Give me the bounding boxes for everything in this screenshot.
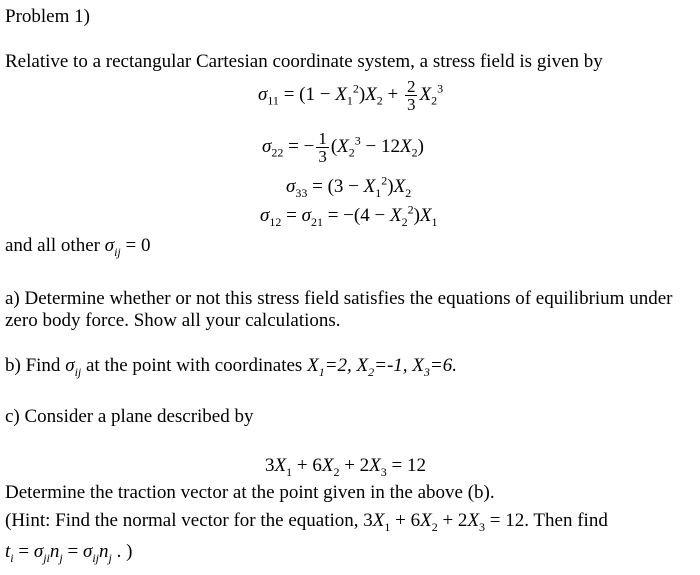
sigma-symbol: σ [65, 355, 75, 376]
fraction [316, 130, 329, 165]
equation-text: = (1 − [283, 83, 336, 105]
part-a-line-2: zero body force. Show all your calculations. [5, 310, 341, 331]
fraction-numerator: 2 [406, 77, 416, 96]
variable: X [274, 455, 287, 476]
subscript: 11 [267, 93, 279, 108]
subscript: 33 [295, 185, 308, 200]
variable: n [49, 541, 60, 562]
intro-text: Relative to a rectangular Cartesian coordinate system, a stress field is given by [5, 51, 603, 72]
text: + 6 [390, 510, 421, 531]
stress-equation-22 [262, 130, 424, 165]
other-components-text [5, 235, 150, 257]
variable: X [365, 83, 377, 105]
subscript: 2 [368, 364, 375, 379]
equation-text: ) [387, 176, 394, 197]
text: = [62, 541, 83, 562]
equation-text: = −(4 − [322, 205, 390, 226]
subscript: 2 [405, 185, 412, 200]
variable: X [369, 455, 381, 476]
subscript: 3 [479, 519, 486, 534]
subscript: ij [74, 364, 82, 379]
subscript: j [108, 550, 112, 565]
equation-text: ( [330, 135, 338, 157]
subscript: 2 [376, 93, 383, 108]
subscript: j [59, 550, 63, 565]
part-b-text [5, 355, 457, 377]
variable: X [363, 176, 376, 197]
text: =6. [429, 355, 457, 376]
variable: X [389, 205, 402, 226]
variable: X [307, 355, 319, 376]
equation-text: = (3 − [312, 176, 364, 197]
fraction-denominator: 3 [318, 147, 327, 166]
part-a-line-1: a) Determine whether or not this stress field satisfies the equations of equilibrium under [5, 288, 673, 309]
subscript: 2 [401, 214, 408, 229]
sigma-symbol: σ [104, 235, 115, 256]
variable: X [372, 510, 385, 531]
subscript: 3 [423, 364, 430, 379]
text: (Hint: Find the normal vector for the equation, 3 [5, 510, 373, 531]
equation-text: − 12 [360, 135, 400, 157]
text: and all other [5, 235, 105, 256]
subscript: i [10, 550, 14, 565]
variable: X [337, 135, 349, 157]
text: = 0 [120, 235, 151, 256]
subscript: 12 [269, 214, 282, 229]
subscript: 2 [348, 145, 355, 160]
text: 3 [265, 455, 275, 476]
subscript: 1 [346, 93, 353, 108]
stress-equation-12 [260, 202, 438, 229]
superscript: 2 [352, 81, 359, 96]
variable: X [356, 355, 369, 376]
text: + 2 [339, 455, 370, 476]
fraction-denominator: 3 [406, 95, 416, 114]
fraction [405, 78, 418, 113]
text: =2, [324, 355, 357, 376]
plane-equation [265, 455, 426, 477]
variable: X [420, 510, 432, 531]
subscript: ji [43, 550, 50, 565]
subscript: 1 [318, 364, 325, 379]
variable: X [393, 176, 406, 197]
subscript: 1 [384, 519, 391, 534]
superscript: 3 [437, 81, 444, 96]
sigma-symbol: σ [33, 541, 44, 562]
variable: X [419, 205, 432, 226]
text: = 12. Then find [485, 510, 608, 531]
text: =-1, [374, 355, 413, 376]
variable: X [412, 355, 424, 376]
sigma-symbol: σ [260, 205, 270, 226]
text: b) Find [5, 355, 66, 376]
part-c-text: c) Consider a plane described by [5, 406, 254, 427]
sigma-symbol: σ [286, 176, 296, 197]
text: + 2 [437, 510, 468, 531]
subscript: 22 [271, 145, 284, 160]
variable: t [5, 541, 11, 562]
subscript: 2 [333, 464, 340, 479]
variable: X [399, 135, 412, 157]
equation-text: ) [358, 83, 366, 105]
sigma-symbol: σ [82, 541, 93, 562]
stress-equation-11 [258, 78, 443, 113]
superscript: 2 [407, 202, 414, 217]
subscript: 21 [310, 214, 323, 229]
equation-text: + [382, 83, 403, 105]
variable: X [321, 455, 334, 476]
subscript: ij [114, 244, 121, 259]
subscript: ij [92, 550, 99, 565]
equation-text: = − [288, 135, 315, 157]
superscript: 2 [381, 173, 388, 188]
text: . ) [111, 541, 133, 562]
hint-formula [5, 541, 132, 563]
text: = 12 [386, 455, 426, 476]
subscript: 1 [375, 185, 382, 200]
variable: X [335, 83, 347, 105]
equation-text: ) [417, 135, 424, 157]
sigma-symbol: σ [301, 205, 311, 226]
problem-title: Problem 1) [5, 6, 90, 27]
text: = [13, 541, 34, 562]
variable: n [99, 541, 109, 562]
subscript: 1 [431, 214, 438, 229]
superscript: 3 [354, 133, 361, 148]
fraction-numerator: 1 [318, 129, 327, 148]
subscript: 2 [411, 145, 418, 160]
equation-text: ) [413, 205, 420, 226]
variable: X [467, 510, 480, 531]
subscript: 3 [380, 464, 387, 479]
equation-text: = [281, 205, 302, 226]
subscript: 2 [431, 519, 438, 534]
subscript: 1 [286, 464, 293, 479]
hint-text [5, 510, 608, 532]
subscript: 2 [431, 93, 438, 108]
sigma-symbol: σ [262, 135, 272, 157]
traction-text: Determine the traction vector at the point given in the above (b). [5, 482, 495, 503]
text: + 6 [292, 455, 322, 476]
stress-equation-33 [286, 173, 412, 200]
variable: X [419, 83, 432, 105]
text: at the point with coordinates [81, 355, 308, 376]
sigma-symbol: σ [258, 83, 268, 105]
